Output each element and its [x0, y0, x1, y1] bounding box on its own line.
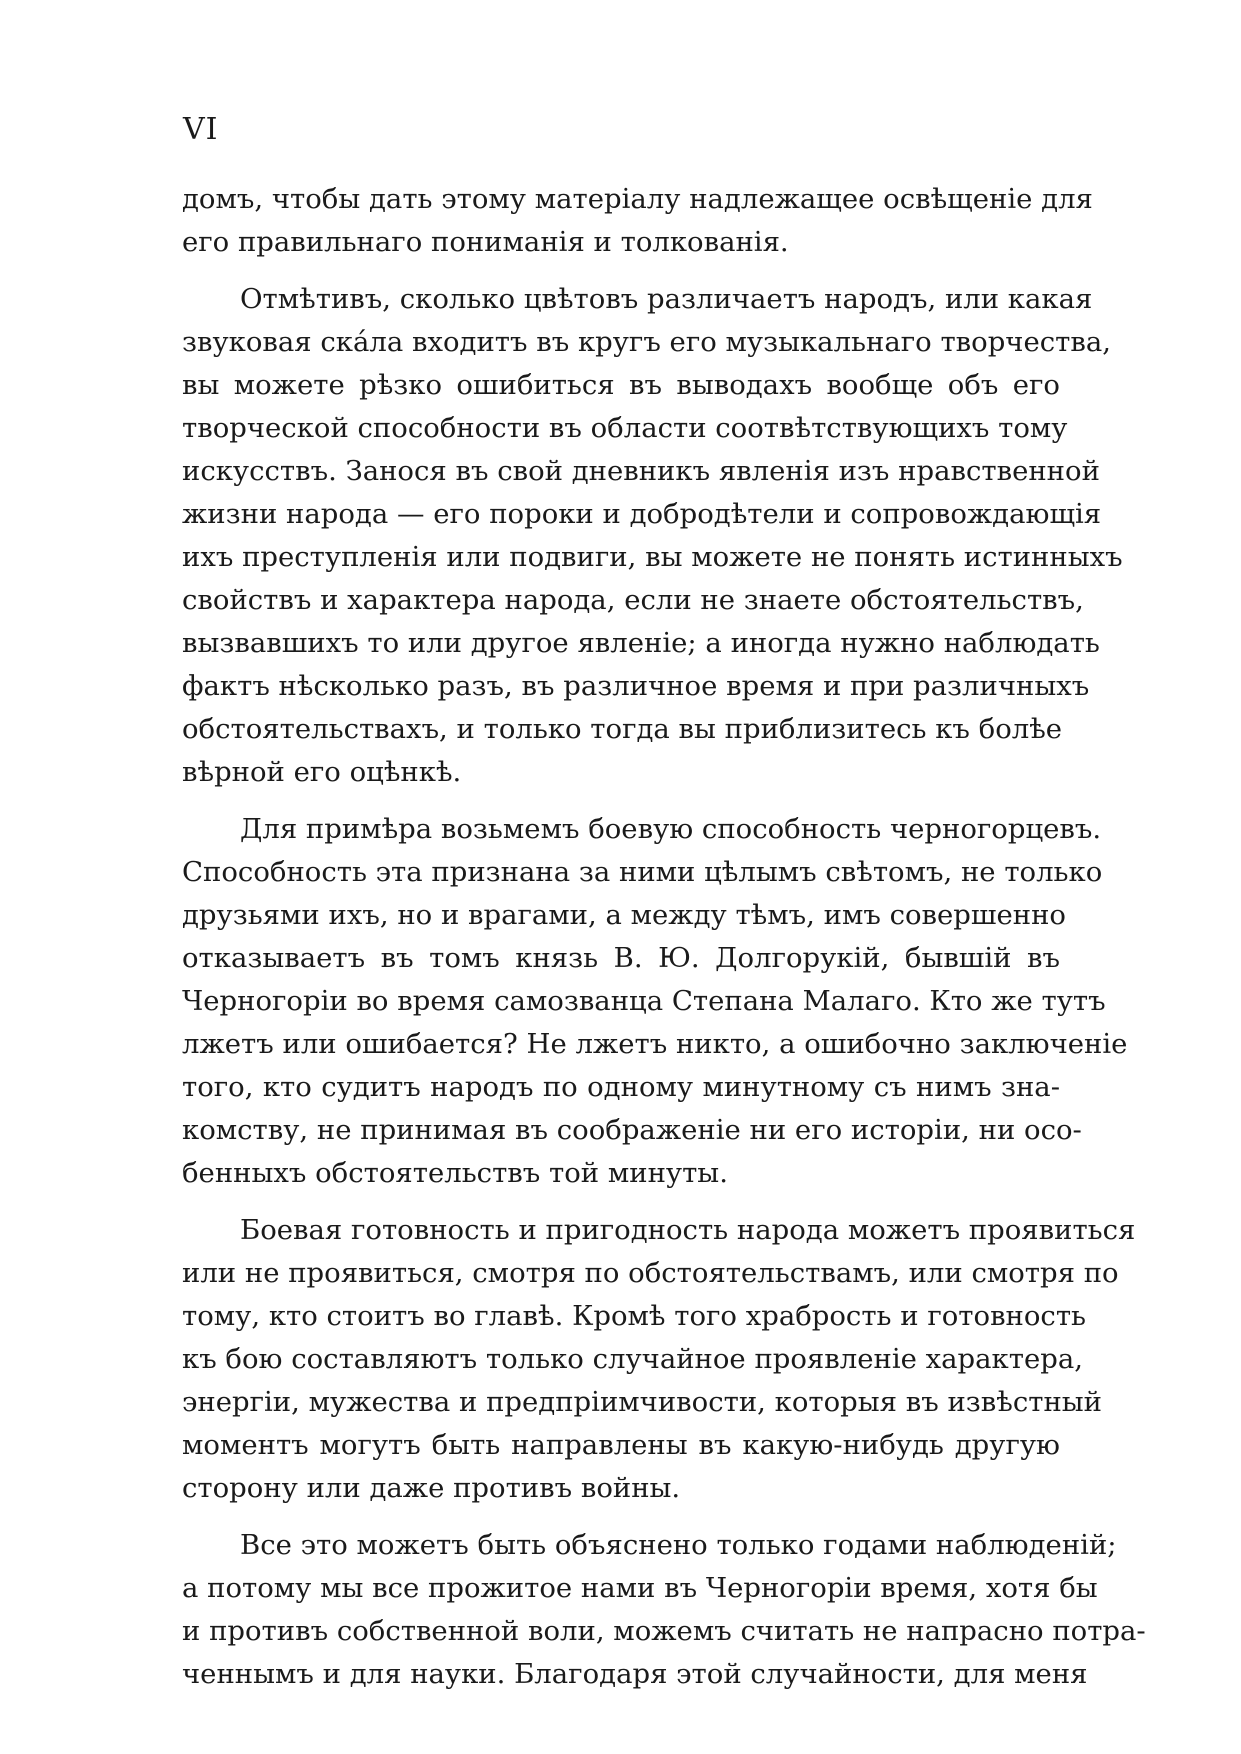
text-line: звуковая скáла входитъ въ кругъ его музыкальнаго творчества,	[182, 326, 1111, 358]
text-line: жизни народа — его пороки и добродѣтели и сопровождающія	[182, 498, 1102, 530]
text-line: того, кто судитъ народъ по одному минутному съ нимъ зна-	[182, 1071, 1060, 1103]
paragraph	[182, 1524, 1146, 1696]
text-line: моментъ могутъ быть направлены въ какую-нибудь другую	[182, 1429, 1060, 1461]
text-line: творческой способности въ области соотвѣтствующихъ тому	[182, 412, 1068, 444]
body-text	[182, 178, 1146, 1696]
text-line: къ бою составляютъ только случайное проявленіе характера,	[182, 1343, 1083, 1375]
text-line: сторону или даже противъ войны.	[182, 1472, 681, 1504]
paragraph	[182, 808, 1128, 1195]
text-line: Способность эта признана за ними цѣлымъ свѣтомъ, не только	[182, 856, 1103, 888]
text-line: его правильнаго пониманія и толкованія.	[182, 226, 789, 258]
page-number: VI	[183, 112, 219, 147]
paragraph	[182, 1209, 1136, 1510]
text-line: ихъ преступленія или подвиги, вы можете не понять истинныхъ	[182, 541, 1123, 573]
text-line: или не проявиться, смотря по обстоятельствамъ, или смотря по	[182, 1257, 1119, 1289]
text-line: лжетъ или ошибается? Не лжетъ никто, а ошибочно заключеніе	[182, 1028, 1128, 1060]
text-line: Все это можетъ быть объяснено только годами наблюденій;	[240, 1529, 1117, 1561]
text-line: свойствъ и характера народа, если не знаете обстоятельствъ,	[182, 584, 1084, 616]
text-line: Черногоріи во время самозванца Степана Малаго. Кто же тутъ	[182, 985, 1106, 1017]
text-line: вызвавшихъ то или другое явленіе; а иногда нужно наблюдать	[182, 627, 1100, 659]
text-line: вы можете рѣзко ошибиться въ выводахъ вообще объ его	[182, 369, 1060, 401]
text-line: фактъ нѣсколько разъ, въ различное время и при различныхъ	[182, 670, 1090, 702]
text-line: комству, не принимая въ соображеніе ни его исторіи, ни осо-	[182, 1114, 1082, 1146]
text-line: бенныхъ обстоятельствъ той минуты.	[182, 1157, 728, 1189]
text-line: и противъ собственной воли, можемъ считать не напрасно потра-	[182, 1615, 1146, 1647]
text-line: энергіи, мужества и предпріимчивости, которыя въ извѣстный	[182, 1386, 1103, 1418]
text-line: Отмѣтивъ, сколько цвѣтовъ различаетъ народъ, или какая	[240, 283, 1093, 315]
text-line: домъ, чтобы дать этому матеріалу надлежащее освѣщеніе для	[182, 183, 1093, 215]
text-line: а потому мы все прожитое нами въ Черногоріи время, хотя бы	[182, 1572, 1098, 1604]
text-line: вѣрной его оцѣнкѣ.	[182, 756, 462, 788]
text-line: Боевая готовность и пригодность народа можетъ проявиться	[240, 1214, 1136, 1246]
text-line: ченнымъ и для науки. Благодаря этой случайности, для меня	[182, 1658, 1088, 1690]
text-line: тому, кто стоитъ во главѣ. Кромѣ того храбрость и готовность	[182, 1300, 1087, 1332]
text-line: Для примѣра возьмемъ боевую способность черногорцевъ.	[240, 813, 1102, 845]
text-line: отказываетъ въ томъ князь В. Ю. Долгорукій, бывшій въ	[182, 942, 1060, 974]
text-line: искусствъ. Занося въ свой дневникъ явленія изъ нравственной	[182, 455, 1100, 487]
paragraph	[182, 178, 1093, 264]
paragraph	[182, 278, 1123, 794]
text-line: обстоятельствахъ, и только тогда вы приблизитесь къ болѣе	[182, 713, 1063, 745]
text-line: друзьями ихъ, но и врагами, а между тѣмъ, имъ совершенно	[182, 899, 1066, 931]
